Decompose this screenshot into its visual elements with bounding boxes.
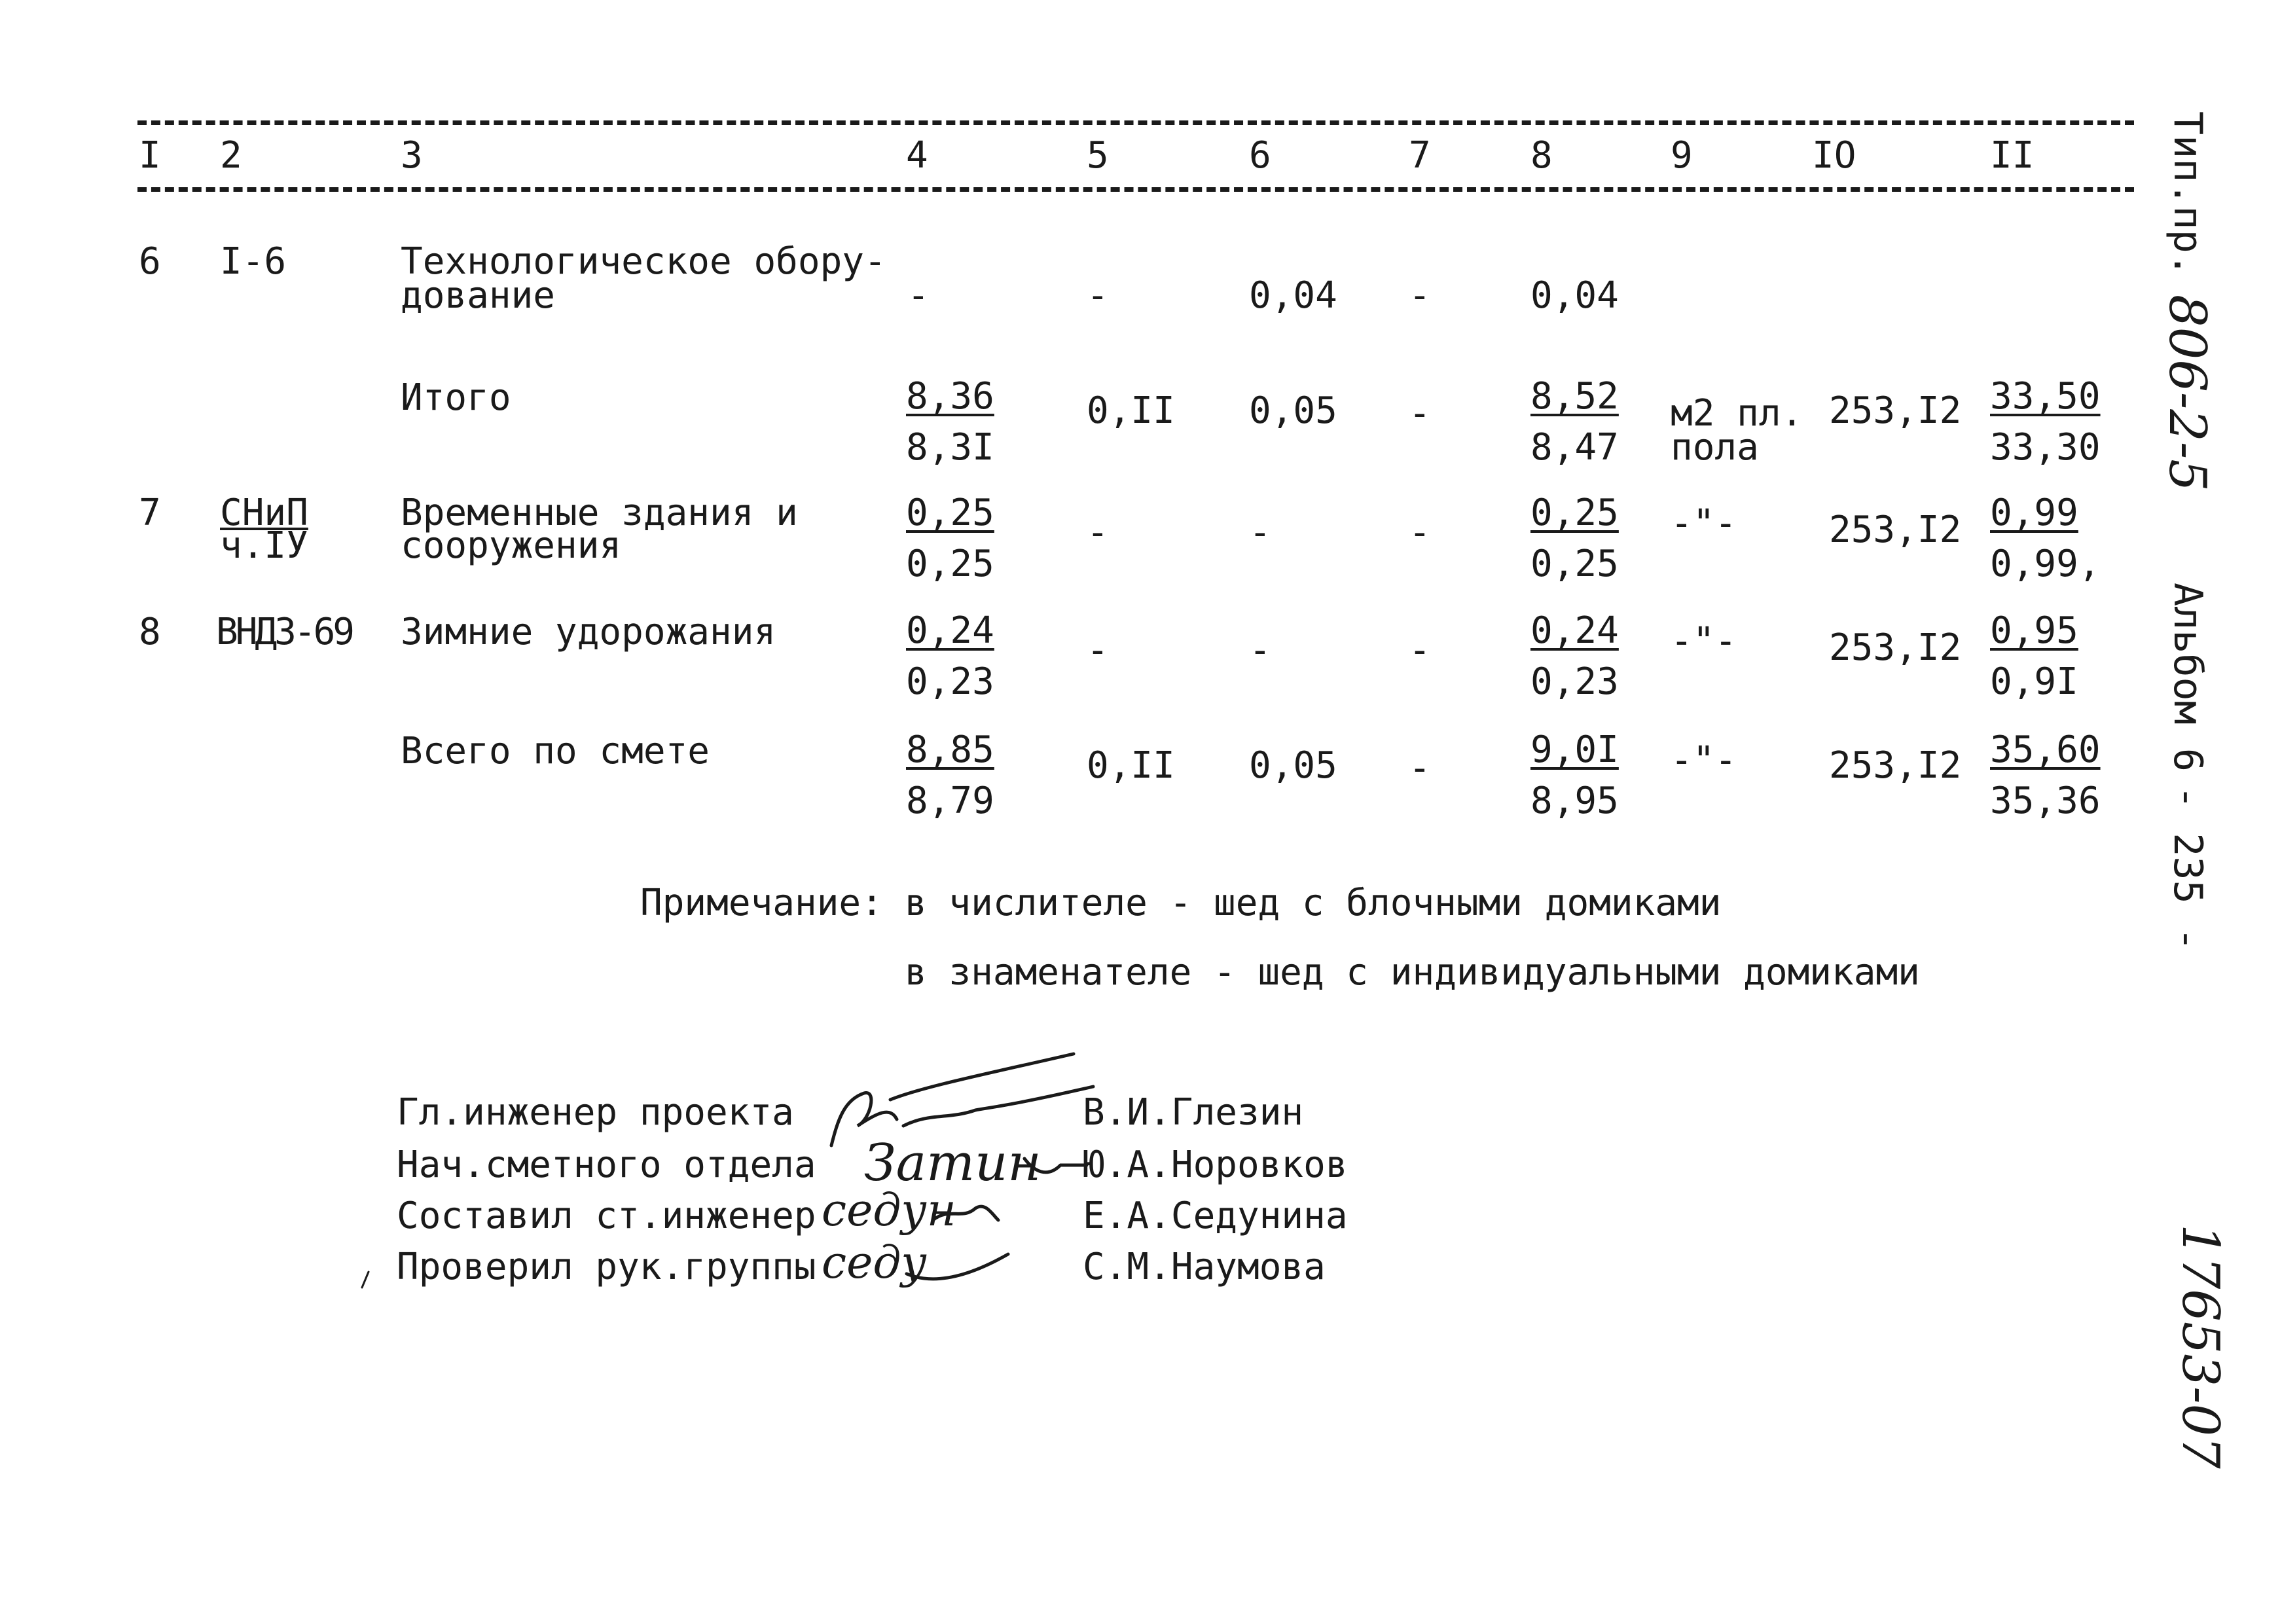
signature-role: Составил ст.инженер xyxy=(397,1195,816,1237)
row-name-cont: дование xyxy=(401,274,556,317)
signature-role: Проверил рук.группы xyxy=(397,1246,816,1288)
cell-col6: 0,05 xyxy=(1249,389,1337,432)
handwritten-flourish xyxy=(930,1200,1002,1227)
row-number: 7 xyxy=(139,492,161,534)
numerator: 0,24 xyxy=(906,609,994,652)
signature-role: Нач.сметного отдела xyxy=(397,1144,816,1186)
row-number: 6 xyxy=(139,240,161,283)
denominator: 33,30 xyxy=(1990,426,2101,469)
denominator: 0,23 xyxy=(906,660,994,703)
fraction-col4 xyxy=(906,729,994,822)
fraction-col8 xyxy=(1530,609,1619,703)
cell-col4: - xyxy=(907,274,930,317)
stray-mark xyxy=(359,1270,372,1290)
col-header-7: 7 xyxy=(1409,134,1431,177)
cell-col6: - xyxy=(1249,511,1271,554)
cell-col6: 0,04 xyxy=(1249,274,1337,317)
cell-col7: - xyxy=(1409,274,1431,317)
col-header-8: 8 xyxy=(1530,134,1553,177)
signature-name: С.М.Наумова xyxy=(1083,1246,1326,1288)
col-header-2: 2 xyxy=(220,134,242,177)
handwritten-signature: седун xyxy=(822,1185,956,1236)
cell-col10: 253,I2 xyxy=(1829,389,1962,432)
fraction-col8 xyxy=(1530,729,1619,822)
numerator: 0,99 xyxy=(1990,492,2078,534)
cell-col9: -"- xyxy=(1671,620,1737,662)
header-top-rule xyxy=(137,120,2134,125)
row-name: Итого xyxy=(401,376,511,419)
signature-name: В.И.Глезин xyxy=(1083,1091,1304,1134)
col-header-3: 3 xyxy=(401,134,423,177)
note-label: Примечание: xyxy=(640,882,883,924)
denominator: 8,3I xyxy=(906,426,994,469)
numerator: 0,24 xyxy=(1530,609,1619,652)
fraction-col4 xyxy=(906,492,994,585)
cell-col9: -"- xyxy=(1671,502,1737,545)
cell-col10: 253,I2 xyxy=(1829,744,1962,787)
handwritten-signature: Затин xyxy=(864,1134,1041,1193)
fraction-col11 xyxy=(1990,609,2078,703)
col-header-1: I xyxy=(139,134,161,177)
handwritten-signature: седу xyxy=(822,1237,927,1289)
margin-page-number: - 235 - xyxy=(2165,785,2211,951)
cell-col9-cont: пола xyxy=(1671,426,1759,469)
denominator: 0,23 xyxy=(1530,660,1619,703)
row-name-cont: сооружения xyxy=(401,524,622,567)
row-number: 8 xyxy=(139,611,161,653)
margin-project-number: 806-2-5 xyxy=(2158,295,2217,492)
denominator: 8,95 xyxy=(1530,780,1619,822)
numerator: 8,52 xyxy=(1530,375,1619,418)
fraction-col4 xyxy=(906,609,994,703)
col-header-9: 9 xyxy=(1671,134,1693,177)
denominator: 35,36 xyxy=(1990,780,2101,822)
signature-name: Ю.А.Норовков xyxy=(1083,1144,1348,1186)
col-header-11: II xyxy=(1990,134,2035,177)
cell-col10: 253,I2 xyxy=(1829,626,1962,669)
col-header-4: 4 xyxy=(906,134,928,177)
cell-col7: - xyxy=(1409,747,1431,789)
cell-col5: 0,II xyxy=(1087,744,1175,787)
denominator: 0,9I xyxy=(1990,660,2078,703)
margin-album: Альбом 6 xyxy=(2165,583,2211,772)
cell-col7: - xyxy=(1409,629,1431,672)
handwritten-flourish xyxy=(1021,1152,1093,1185)
denominator: 0,99, xyxy=(1990,543,2101,585)
fraction-col8 xyxy=(1530,492,1619,585)
numerator: 0,25 xyxy=(1530,492,1619,534)
cell-col6: - xyxy=(1249,629,1271,672)
numerator: 9,0I xyxy=(1530,729,1619,771)
row-name: Технологическое обору- xyxy=(401,240,886,283)
col-header-5: 5 xyxy=(1087,134,1109,177)
note-line-1: в числителе - шед с блочными домиками xyxy=(905,882,1722,924)
margin-label: Тип.пр. xyxy=(2165,111,2211,277)
cell-col5: - xyxy=(1087,629,1109,672)
handwritten-flourish xyxy=(903,1248,1015,1287)
cell-col9: м2 пл. xyxy=(1671,392,1803,435)
margin-document-code: 17653-07 xyxy=(2171,1224,2230,1469)
row-name: Всего по смете xyxy=(401,730,710,772)
cell-col9: -"- xyxy=(1671,739,1737,782)
cell-col5: - xyxy=(1087,511,1109,554)
signature-role: Гл.инженер проекта xyxy=(397,1091,794,1134)
numerator: 33,50 xyxy=(1990,375,2101,418)
row-reference: ВНДЗ-69 xyxy=(216,611,353,653)
numerator: 35,60 xyxy=(1990,729,2101,771)
cell-col7: - xyxy=(1409,392,1431,435)
cell-col7: - xyxy=(1409,511,1431,554)
row-reference-cont: ч.IУ xyxy=(220,524,308,567)
cell-col10: 253,I2 xyxy=(1829,509,1962,551)
denominator: 0,25 xyxy=(906,543,994,585)
row-name: Временные здания и xyxy=(401,492,798,534)
denominator: 8,47 xyxy=(1530,426,1619,469)
signature-name: Е.А.Седунина xyxy=(1083,1195,1348,1237)
fraction-col4 xyxy=(906,375,994,469)
numerator: 0,25 xyxy=(906,492,994,534)
fraction-col8 xyxy=(1530,375,1619,469)
numerator: 8,36 xyxy=(906,375,994,418)
fraction-col11 xyxy=(1990,729,2101,822)
numerator: 0,95 xyxy=(1990,609,2078,652)
numerator: 8,85 xyxy=(906,729,994,771)
cell-col5: 0,II xyxy=(1087,389,1175,432)
col-header-10: IO xyxy=(1812,134,1856,177)
cell-col5: - xyxy=(1087,274,1109,317)
fraction-col11 xyxy=(1990,375,2101,469)
cell-col8: 0,04 xyxy=(1530,274,1619,317)
note-line-2: в знаменателе - шед с индивидуальными домиками xyxy=(905,951,1920,994)
col-header-6: 6 xyxy=(1249,134,1271,177)
denominator: 0,25 xyxy=(1530,543,1619,585)
row-reference: I-6 xyxy=(220,240,287,283)
fraction-col11 xyxy=(1990,492,2101,585)
row-reference: СНиП xyxy=(220,492,308,534)
header-bottom-rule xyxy=(137,187,2134,192)
cell-col6: 0,05 xyxy=(1249,744,1337,787)
row-name: Зимние удорожания xyxy=(401,611,776,653)
denominator: 8,79 xyxy=(906,780,994,822)
